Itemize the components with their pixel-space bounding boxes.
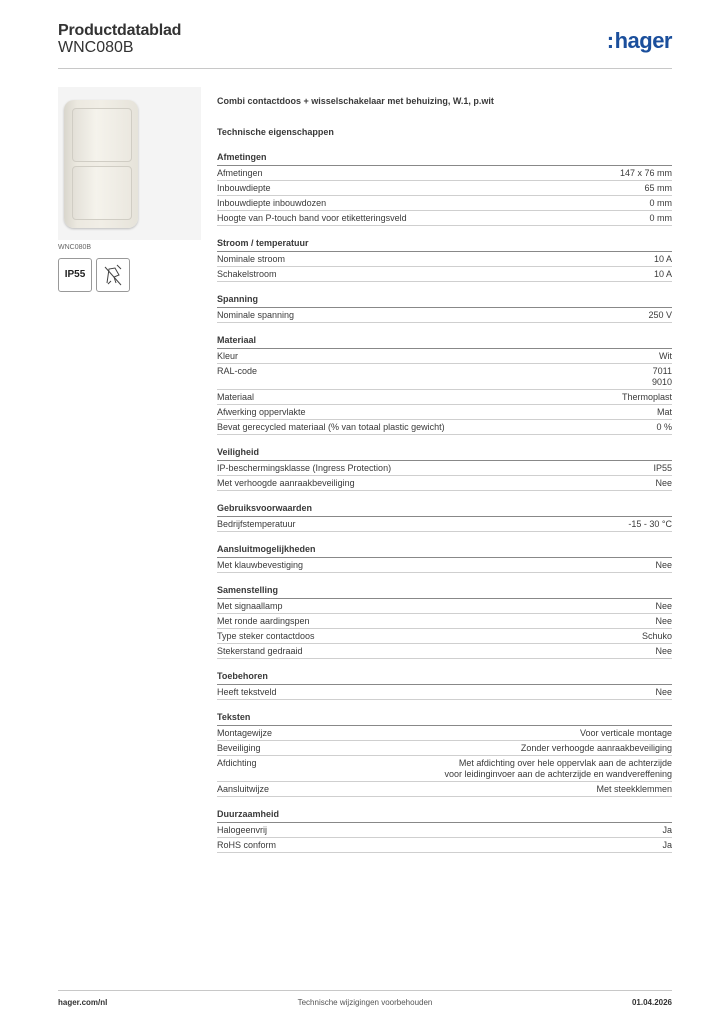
spec-row (217, 629, 672, 644)
spec-label: Met signaallamp (217, 601, 283, 611)
image-caption: WNC080B (58, 244, 92, 251)
spec-label: Materiaal (217, 392, 255, 402)
spec-value: 10 A (653, 269, 672, 279)
spec-value: Ja (662, 840, 672, 850)
logo-dots-icon: : (606, 28, 614, 53)
spec-label: Afwerking oppervlakte (217, 407, 306, 417)
spec-row (217, 364, 672, 390)
spec-label: Nominale spanning (217, 310, 295, 320)
spec-value: Ja (662, 825, 672, 835)
section-title: Aansluitmogelijkheden (217, 544, 672, 558)
spec-label: Stekerstand gedraaid (217, 646, 303, 656)
spec-row (217, 726, 672, 741)
section-title: Duurzaamheid (217, 809, 672, 823)
spec-label: Heeft tekstveld (217, 687, 277, 697)
spec-section (217, 712, 672, 797)
spec-label: Type steker contactdoos (217, 631, 315, 641)
spec-row (217, 644, 672, 659)
spec-value: IP55 (653, 463, 672, 473)
spec-label: Montagewijze (217, 728, 273, 738)
logo-text: hager (614, 28, 672, 53)
section-title: Teksten (217, 712, 672, 726)
spec-row (217, 599, 672, 614)
section-title: Spanning (217, 294, 672, 308)
spec-label: Hoogte van P-touch band voor etiketteringsveld (217, 213, 407, 223)
spec-section (217, 335, 672, 435)
spec-row (217, 461, 672, 476)
section-title: Gebruiksvoorwaarden (217, 503, 672, 517)
spec-value: 250 V (648, 310, 672, 320)
switch-rocker (72, 108, 132, 162)
section-title: Materiaal (217, 335, 672, 349)
spec-value: Nee (655, 601, 672, 611)
spec-section (217, 809, 672, 853)
spec-label: Kleur (217, 351, 239, 361)
spec-row (217, 308, 672, 323)
spec-value: 0 % (656, 422, 672, 432)
hager-logo (607, 28, 672, 54)
spec-label: RAL-code (217, 366, 258, 376)
spec-value: -15 - 30 °C (628, 519, 672, 529)
page-header (58, 22, 672, 70)
spec-value: Voor verticale montage (579, 728, 672, 738)
header-divider (58, 68, 672, 69)
mounting-symbol-icon (96, 258, 130, 292)
spec-value: 147 x 76 mm (619, 168, 672, 178)
spec-value: Met steekklemmen (596, 784, 672, 794)
spec-row (217, 267, 672, 282)
spec-label: Beveiliging (217, 743, 261, 753)
spec-value: 7011 9010 (651, 366, 672, 387)
spec-row (217, 420, 672, 435)
spec-label: Schakelstroom (217, 269, 277, 279)
spec-value: 0 mm (649, 198, 672, 208)
spec-section (217, 585, 672, 659)
spec-row (217, 196, 672, 211)
socket-cover (72, 166, 132, 220)
spec-value: Zonder verhoogde aanraakbeveiliging (520, 743, 672, 753)
product-image (58, 87, 201, 240)
footer-date: 01.04.2026 (631, 998, 672, 1007)
spec-section (217, 447, 672, 491)
spec-label: Met klauwbevestiging (217, 560, 304, 570)
spec-label: Nominale stroom (217, 254, 286, 264)
section-title: Samenstelling (217, 585, 672, 599)
spec-sections (217, 152, 672, 853)
spec-row (217, 252, 672, 267)
spec-value: 0 mm (649, 213, 672, 223)
product-description: Combi contactdoos + wisselschakelaar met behuizing, W.1, p.wit (217, 96, 494, 106)
spec-value: Met afdichting over hele oppervlak aan de achterzijde voor leidinginvoer aan de achterzijde en wandvereffening (444, 758, 672, 779)
spec-row (217, 782, 672, 797)
footer-note: Technische wijzigingen voorbehouden (297, 998, 433, 1007)
spec-value: 10 A (653, 254, 672, 264)
spec-label: Met ronde aardingspen (217, 616, 310, 626)
product-code: WNC080B (58, 39, 134, 56)
spec-label: Bevat gerecycled materiaal (% van totaal plastic gewicht) (217, 422, 445, 432)
technical-heading: Technische eigenschappen (217, 127, 334, 137)
spec-value: Nee (655, 560, 672, 570)
spec-row (217, 349, 672, 364)
spec-label: IP-beschermingsklasse (Ingress Protection) (217, 463, 392, 473)
section-title: Toebehoren (217, 671, 672, 685)
spec-section (217, 503, 672, 532)
footer-site: hager.com/nl (58, 998, 108, 1007)
spec-label: Inbouwdiepte inbouwdozen (217, 198, 327, 208)
spec-section (217, 544, 672, 573)
spec-label: Inbouwdiepte (217, 183, 271, 193)
spec-label: Met verhoogde aanraakbeveiliging (217, 478, 355, 488)
spec-value: 65 mm (644, 183, 672, 193)
spec-content (217, 96, 672, 853)
spec-value: Mat (656, 407, 672, 417)
spec-row (217, 558, 672, 573)
spec-value: Schuko (641, 631, 672, 641)
spec-value: Nee (655, 646, 672, 656)
spec-label: Halogeenvrij (217, 825, 268, 835)
section-title: Afmetingen (217, 152, 672, 166)
spec-row (217, 166, 672, 181)
ip-rating-badge: IP55 (58, 258, 92, 292)
spec-row (217, 685, 672, 700)
section-title: Veiligheid (217, 447, 672, 461)
spec-row (217, 823, 672, 838)
section-title: Stroom / temperatuur (217, 238, 672, 252)
spec-row (217, 614, 672, 629)
spec-row (217, 476, 672, 491)
document-title: Productdatablad (58, 22, 182, 39)
socket-switch-plate (64, 100, 138, 228)
spec-label: RoHS conform (217, 840, 277, 850)
spec-value: Thermoplast (621, 392, 672, 402)
spec-value: Wit (659, 351, 672, 361)
spec-row (217, 756, 672, 782)
spec-row (217, 181, 672, 196)
spec-row (217, 390, 672, 405)
spec-section (217, 294, 672, 323)
spec-value: Nee (655, 616, 672, 626)
spec-row (217, 211, 672, 226)
spec-row (217, 838, 672, 853)
spec-row (217, 517, 672, 532)
spec-section (217, 238, 672, 282)
spec-section (217, 152, 672, 226)
spec-row (217, 405, 672, 420)
spec-value: Nee (655, 687, 672, 697)
spec-label: Bedrijfstemperatuur (217, 519, 296, 529)
spec-label: Aansluitwijze (217, 784, 270, 794)
spec-section (217, 671, 672, 700)
spec-row (217, 741, 672, 756)
spec-label: Afdichting (217, 758, 257, 768)
spec-value: Nee (655, 478, 672, 488)
footer-divider (58, 990, 672, 991)
spec-label: Afmetingen (217, 168, 263, 178)
